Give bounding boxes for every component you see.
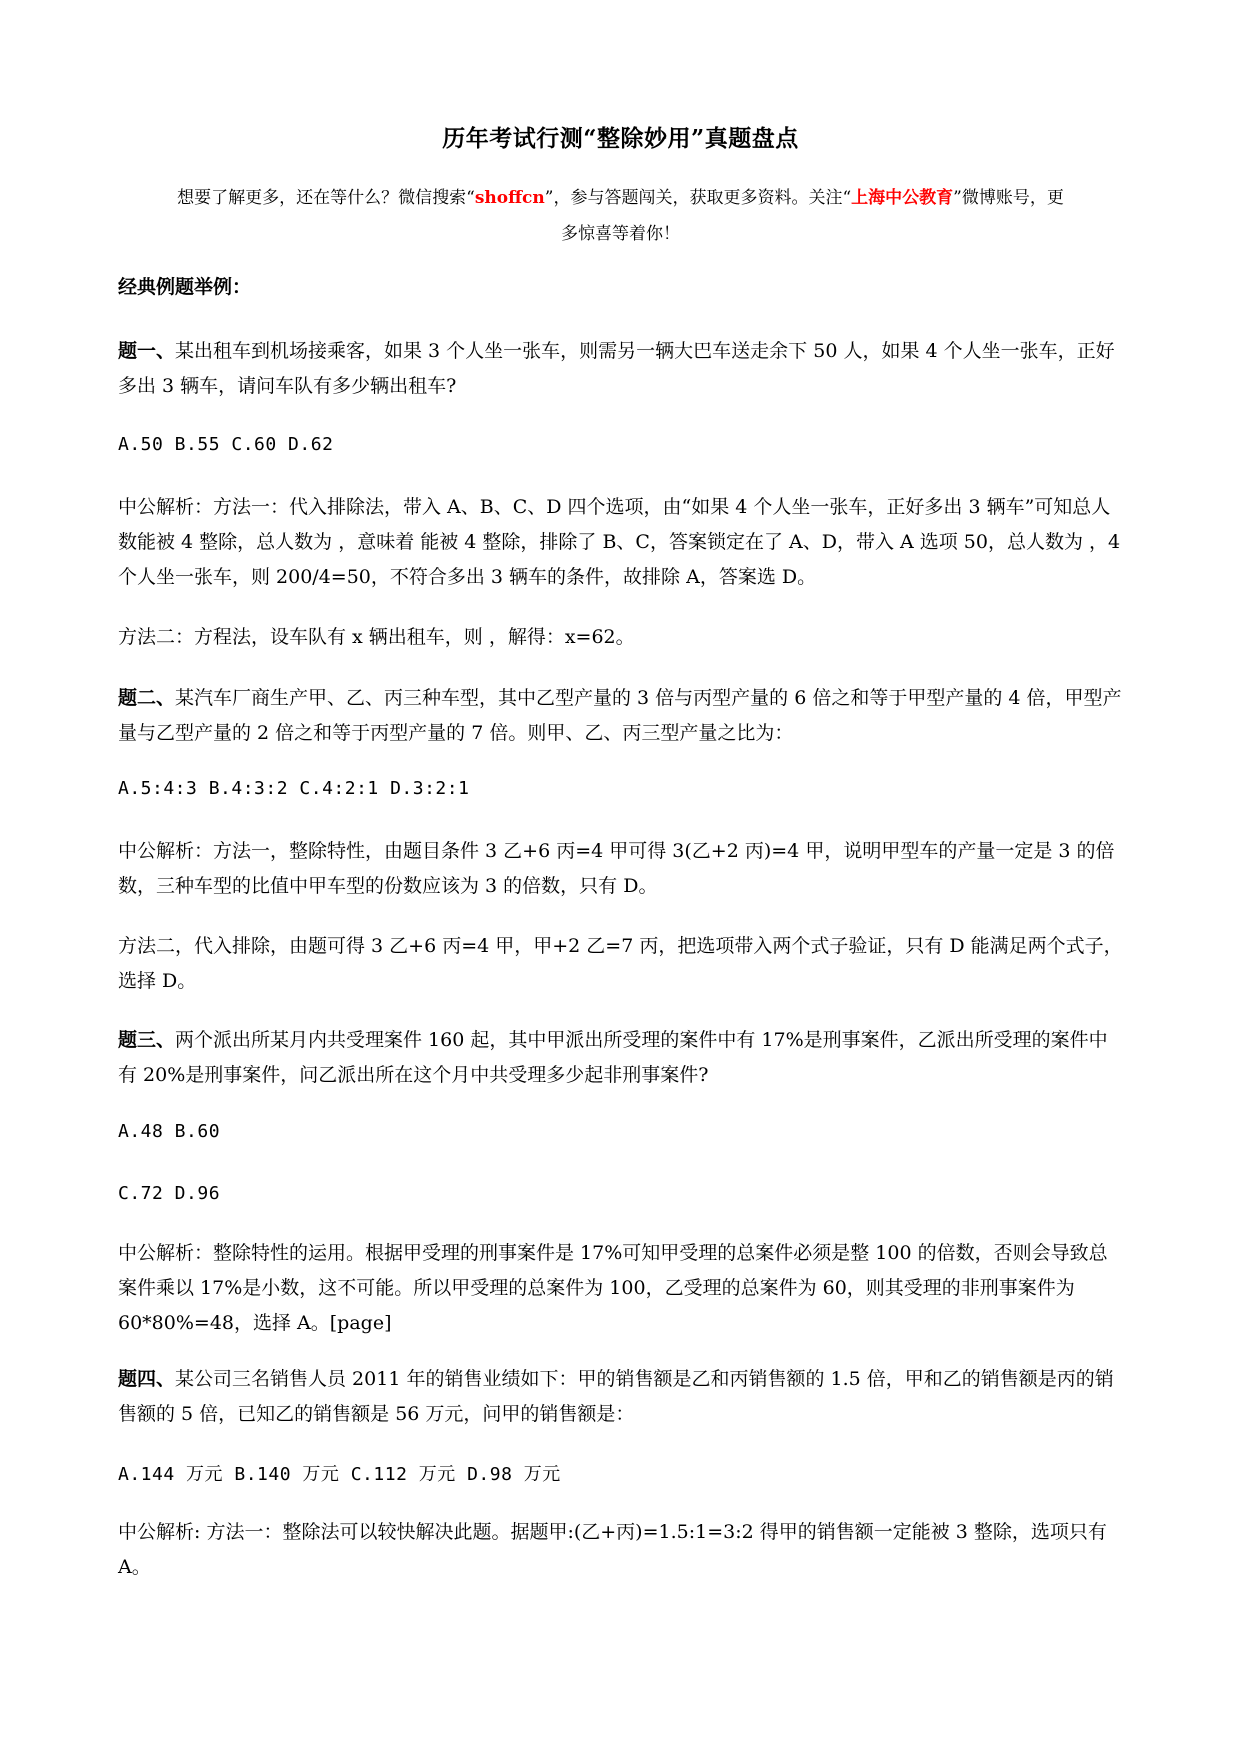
intro-paragraph — [118, 180, 1123, 252]
question-3-analysis: 中公解析：整除特性的运用。根据甲受理的刑事案件是 17%可知甲受理的总案件必须是整 100 的倍数，否则会导致总案件乘以 17%是小数，这不可能。所以甲受理的总案件为 100，乙受理的总案件为 60，则其受理的非刑事案件为 60*80%=48，选择 A。[page] — [118, 1242, 1108, 1334]
question-2 — [118, 681, 1123, 751]
intro-text-2: ”，参与答题闯关，获取更多资料。关注“ — [544, 188, 852, 208]
intro-text-1: 想要了解更多，还在等什么？微信搜索“ — [177, 188, 475, 208]
question-2-text: 某汽车厂商生产甲、乙、丙三种车型，其中乙型产量的 3 倍与丙型产量的 6 倍之和等于甲型产量的 4 倍，甲型产量与乙型产量的 2 倍之和等于丙型产量的 7 倍。则甲、乙、丙三型产量之比为： — [118, 687, 1122, 744]
question-4-analysis: 中公解析: 方法一：整除法可以较快解决此题。据题甲:(乙+丙)=1.5:1=3:2 得甲的销售额一定能被 3 整除，选项只有 A。 — [118, 1521, 1107, 1578]
question-3-label: 题三、 — [118, 1029, 176, 1051]
section-heading: 经典例题举例： — [118, 276, 252, 298]
intro-text-4: 多惊喜等着你！ — [561, 224, 680, 244]
question-1-options: A.50 B.55 C.60 D.62 — [118, 434, 334, 455]
question-3 — [118, 1023, 1123, 1093]
question-1-label: 题一、 — [118, 340, 176, 362]
question-2-options: A.5:4:3 B.4:3:2 C.4:2:1 D.3:2:1 — [118, 778, 470, 799]
question-1-text: 某出租车到机场接乘客，如果 3 个人坐一张车，则需另一辆大巴车送走余下 50 人，如果 4 个人坐一张车，正好多出 3 辆车，请问车队有多少辆出租车? — [118, 340, 1115, 397]
page-title: 历年考试行测“整除妙用”真题盘点 — [442, 125, 799, 152]
wechat-id: shoffcn — [474, 188, 545, 208]
question-4-label: 题四、 — [118, 1368, 176, 1390]
question-3-options-2: C.72 D.96 — [118, 1183, 221, 1204]
intro-text-3: ”微博账号，更 — [953, 188, 1064, 208]
question-1 — [118, 334, 1123, 404]
question-4 — [118, 1362, 1123, 1432]
question-2-label: 题二、 — [118, 687, 176, 709]
question-4-options: A.144 万元 B.140 万元 C.112 万元 D.98 万元 — [118, 1464, 561, 1485]
question-2-analysis-1: 中公解析：方法一，整除特性，由题目条件 3 乙+6 丙=4 甲可得 3(乙+2 丙)=4 甲，说明甲型车的产量一定是 3 的倍数，三种车型的比值中甲车型的份数应该为 3 的倍数，只有 D。 — [118, 840, 1115, 897]
question-3-options-1: A.48 B.60 — [118, 1121, 221, 1142]
weibo-account: 上海中公教育 — [851, 188, 954, 208]
question-2-analysis-2: 方法二，代入排除，由题可得 3 乙+6 丙=4 甲，甲+2 乙=7 丙，把选项带入两个式子验证，只有 D 能满足两个式子，选择 D。 — [118, 935, 1123, 992]
question-1-analysis-2: 方法二：方程法，设车队有 x 辆出租车，则 ，解得：x=62。 — [118, 626, 635, 648]
question-1-analysis-1: 中公解析：方法一：代入排除法，带入 A、B、C、D 四个选项，由“如果 4 个人坐一张车，正好多出 3 辆车”可知总人数能被 4 整除，总人数为 ，意味着 能被 4 整除，排除了 B、C，答案锁定在了 A、D，带入 A 选项 50，总人数为 ，4 个人坐一张车，则 200/4=50，不符合多出 3 辆车的条件，故排除 A，答案选 D。 — [118, 496, 1121, 588]
question-3-text: 两个派出所某月内共受理案件 160 起，其中甲派出所受理的案件中有 17%是刑事案件，乙派出所受理的案件中有 20%是刑事案件，问乙派出所在这个月中共受理多少起非刑事案件? — [118, 1029, 1108, 1086]
question-4-text: 某公司三名销售人员 2011 年的销售业绩如下：甲的销售额是乙和丙销售额的 1.5 倍，甲和乙的销售额是丙的销售额的 5 倍，已知乙的销售额是 56 万元，问甲的销售额是： — [118, 1368, 1114, 1425]
